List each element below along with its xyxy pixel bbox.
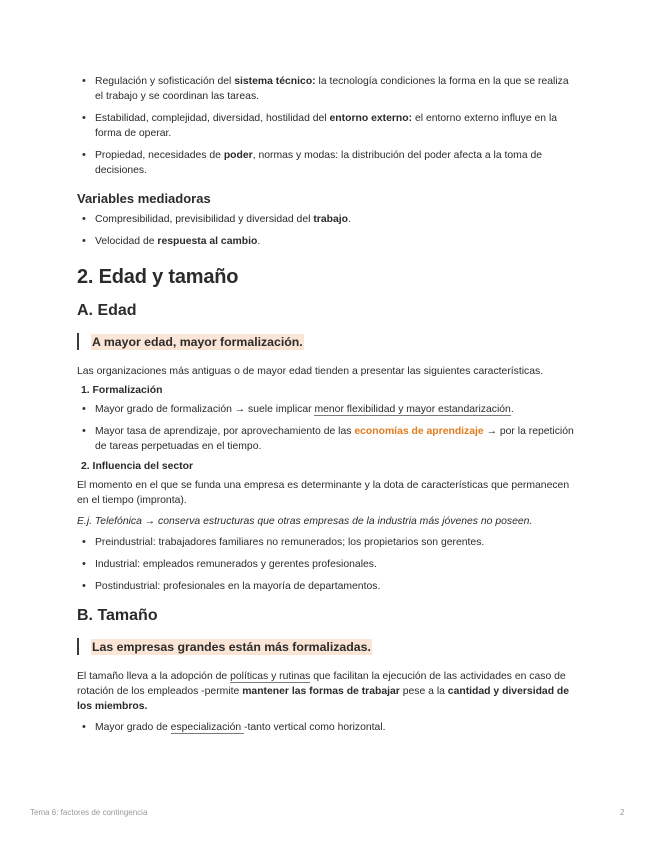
footer-title: Tema 6: factores de contingencia [30,808,148,817]
list-item: • Velocidad de respuesta al cambio. [77,234,577,249]
subsection-title-tamano: B. Tamaño [77,607,158,624]
list-item: • Preindustrial: trabajadores familiares no remunerados; los propietarios son gerentes. [77,535,577,550]
mediadoras-list [77,212,577,249]
paragraph-intro: Las organizaciones más antiguas o de mayor edad tienden a presentar las siguientes características. [77,366,544,377]
section-title: 2. Edad y tamaño [77,266,239,288]
list-item: • Mayor grado de formalización → suele implicar menor flexibilidad y mayor estandarización. [77,402,577,417]
list-item: • Compresibilidad, previsibilidad y diversidad del trabajo. [77,212,577,227]
subsection-title-edad: A. Edad [77,302,137,319]
list-item: • Regulación y sofisticación del sistema técnico: la tecnología condiciones la forma en la que se realiza el trabajo y se coordinan las tareas. [77,74,577,104]
paragraph-tamano: El tamaño lleva a la adopción de políticas y rutinas que facilitan la ejecución de las actividades en caso de rotación de los empleados -permite mantener las formas de trabajar pese a la cantidad y diversidad de los miembros. [77,671,570,712]
highlight-term: economías de aprendizaje [354,426,484,437]
list-item: • Mayor tasa de aprendizaje, por aprovechamiento de las economías de aprendizaje → por la repetición de tareas perpetuadas en el tiempo. [77,424,577,454]
list-item: • Estabilidad, complejidad, diversidad, hostilidad del entorno externo: el entorno externo influye en la forma de operar. [77,111,577,141]
sector-list [77,535,577,594]
formalizacion-list [77,402,577,454]
tamano-list [77,720,577,735]
list-item: • Postindustrial: profesionales en la mayoría de departamentos. [77,579,577,594]
paragraph-impronta: El momento en el que se funda una empresa es determinante y la dota de características que permanecen en el tiempo (impronta). [77,480,570,506]
page-number: 2 [620,808,625,817]
numbered-heading-influencia: 2. Influencia del sector [81,461,194,472]
list-item: • Industrial: empleados remunerados y gerentes profesionales. [77,557,577,572]
document-body [77,74,577,742]
heading-variables-mediadoras: Variables mediadoras [77,191,211,206]
example-text: E.j. Telefónica → conserva estructuras que otras empresas de la industria más jóvenes no poseen. [77,516,533,527]
callout-edad: A mayor edad, mayor formalización. [77,333,577,350]
top-bullet-list [77,74,577,178]
list-item: • Propiedad, necesidades de poder, normas y modas: la distribución del poder afecta a la toma de decisiones. [77,148,577,178]
numbered-heading-formalizacion: 1. Formalización [81,385,163,396]
callout-tamano: Las empresas grandes están más formalizadas. [77,638,577,655]
list-item: • Mayor grado de especialización -tanto vertical como horizontal. [77,720,577,735]
